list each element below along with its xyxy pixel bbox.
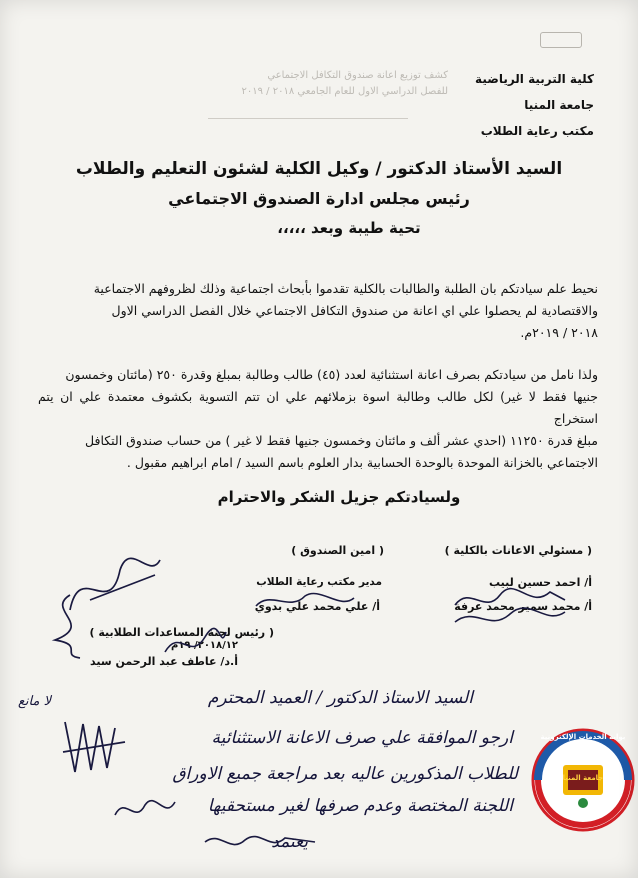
faded-bg-rule: [208, 118, 408, 133]
fund-treasurer-label: ( امين الصندوق ): [291, 544, 384, 557]
aid-officials-label: ( مسئولي الاعانات بالكلية ): [444, 544, 592, 557]
committee-head-label: ( رئيس لجنة المساعدات الطلابية ): [89, 626, 274, 639]
body-line: ولذا نامل من سيادتكم بصرف اعانة استثنائية لعدد (٤٥) طالب وطالبة بمبلغ وقدرة ٢٥٠ (مائتان وخمسون: [65, 367, 598, 382]
handwritten-line-3: للطلاب المذكورين عاليه بعد مراجعة جميع الاوراق: [172, 764, 518, 784]
signatory-name-2: أ/ محمد سمير محمد عرفة: [454, 600, 592, 613]
body-line: الاجتماعي بالخزانة الموحدة بالوحدة الحسابية بدار العلوم باسم السيد / امام ابراهيم مقبول .: [126, 455, 598, 470]
body-line: ٢٠١٨ / ٢٠١٩م.: [520, 325, 598, 340]
signature-scribble-8: [110, 790, 180, 830]
faded-bg-text-2: للفصل الدراسي الاول للعام الجامعي ٢٠١٨ / ٢٠١٩: [241, 86, 448, 97]
office-director-label: مدير مكتب رعاية الطلاب: [256, 576, 382, 588]
faculty-name: كلية التربية الرياضية: [475, 72, 594, 86]
top-stamp: [540, 32, 582, 48]
signature-scribble-7: [55, 712, 135, 782]
signature-scribble-9: [200, 828, 320, 856]
handwritten-line-5: يعتمد: [271, 832, 308, 852]
handwritten-line-1: السيد الاستاذ الدكتور / العميد المحترم: [207, 688, 473, 708]
signatory-name-1: أ/ احمد حسين لبيب: [489, 576, 592, 589]
handwritten-margin-note: لا مانع: [18, 694, 52, 709]
logo-center-text: جامعة المنيا: [562, 774, 604, 782]
body-paragraph-1: [38, 278, 598, 344]
handwritten-line-2: ارجو الموافقة علي صرف الاعانة الاستثنائية: [211, 728, 513, 748]
committee-head-name: أ.د/ عاطف عبد الرحمن سيد: [89, 655, 238, 668]
body-line: جنيها فقط لا غير) لكل طالب وطالبة اسوة بزملائهم علي ان تتم التسوية بكشوف معتمدة علي ان يتم استخراج: [38, 389, 598, 426]
greeting: تحية طيبة وبعد ،،،،،: [277, 219, 421, 237]
body-line: نحيط علم سيادتكم بان الطلبة والطالبات بالكلية تقدموا بأبحاث اجتماعية وذلك لظروفهم الاجتماعية: [93, 281, 598, 296]
signature-scribble-2: [450, 604, 570, 634]
body-line: مبلغ قدرة ١١٢٥٠ (احدي عشر ألف و مائتان وخمسون جنيها فقط لا غير ) من حساب صندوق التكافل: [85, 433, 598, 448]
signatory-name-3: أ/ علي محمد علي بدوي: [254, 600, 380, 613]
signature-date: ٢٠١٨/١٢/ ١٩م: [171, 640, 238, 651]
eservices-portal-logo: [530, 727, 636, 833]
handwritten-line-4: اللجنة المختصة وعدم صرفها لغير مستحقيها: [207, 796, 513, 816]
logo-top-text: بوابة الخدمات الإلكترونية: [540, 733, 626, 741]
signature-scribble-5: [40, 590, 100, 660]
faded-bg-text-1: كشف توزيع اعانة صندوق التكافل الاجتماعي: [267, 70, 448, 81]
closing-line: ولسيادتكم جزيل الشكر والاحترام: [217, 488, 461, 506]
university-name: جامعة المنيا: [524, 98, 594, 112]
body-line: والاقتصادية لم يحصلوا علي اي اعانة من صندوق التكافل الاجتماعي خلال الفصل الدراسي الاول: [111, 303, 598, 318]
office-name: مكتب رعاية الطلاب: [480, 124, 594, 138]
signature-scribble-3: [250, 586, 360, 616]
body-paragraph-2: [38, 364, 598, 474]
addressee-title: السيد الأستاذ الدكتور / وكيل الكلية لشئون التعليم والطلاب: [75, 159, 563, 179]
addressee-subtitle: رئيس مجلس ادارة الصندوق الاجتماعي: [168, 189, 470, 208]
signature-scribble-6: [160, 622, 230, 668]
